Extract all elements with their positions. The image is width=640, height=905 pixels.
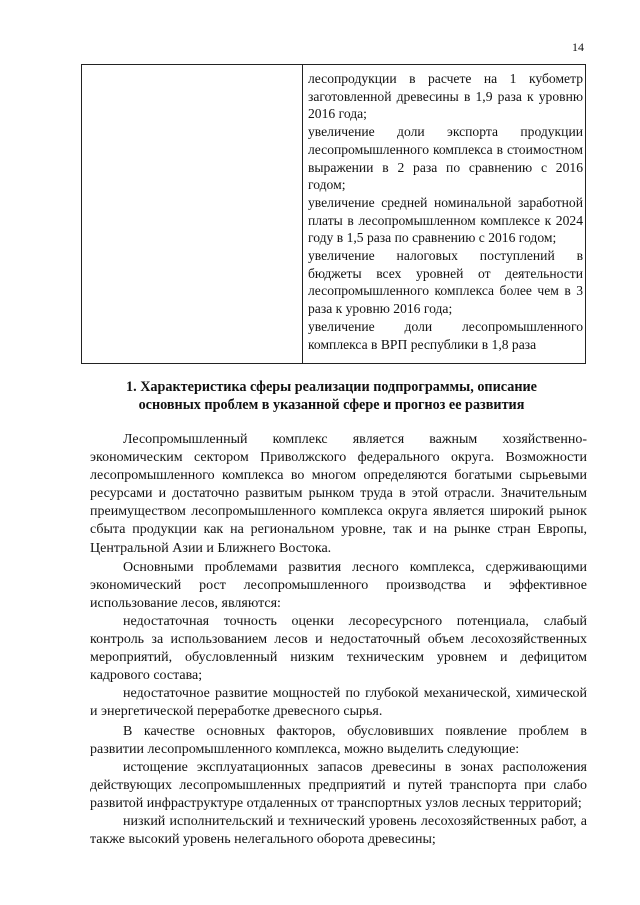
paragraph: низкий исполнительский и технический уровень лесохозяйственных работ, а также высокий уровень нелегального оборота древесины; xyxy=(90,813,587,848)
paragraph: истощение эксплуатационных запасов древесины в зонах расположения действующих лесопромышленных предприятий и путей транспорта при слабо развитой инфраструктуре отдаленных от транспортных узлов лесных территорий; xyxy=(90,759,587,811)
paragraph: недостаточная точность оценки лесоресурсного потенциала, слабый контроль за использованием лесов и недостаточный объем лесохозяйственных мероприятий, обусловленный низким техническим уровнем и дефицитом кадрового состава; xyxy=(90,613,587,684)
table-item: увеличение налоговых поступлений в бюджеты всех уровней от деятельности лесопромышленного комплекса более чем в 3 раза к уровню 2016 года; xyxy=(308,248,583,317)
paragraph: недостаточное развитие мощностей по глубокой механической, химической и энергетической переработке древесного сырья. xyxy=(90,686,587,720)
paragraph: Лесопромышленный комплекс является важным хозяйственно-экономическим сектором Приволжского федерального округа. Возможности лесопромышленного комплекса во многом определяются богатыми сырьевыми ресурсами и достаточно развитым рынком труда в этой отрасли. Значительным преимуществом лесопромышленного комплекса округа является широкий рынок сбыта продукции как на региональном уровне, так и на рынке стран Европы, Центральной Азии и Ближнего Востока. xyxy=(90,432,587,556)
table-item: увеличение доли экспорта продукции лесопромышленного комплекса в стоимостном выражении в 2 раза по сравнению с 2016 годом; xyxy=(308,124,583,193)
goals-table xyxy=(81,64,586,364)
table-item: увеличение средней номинальной заработной платы в лесопромышленном комплексе к 2024 году в 1,5 раза по сравнению с 2016 годом; xyxy=(308,194,583,246)
table-column-divider xyxy=(302,65,303,363)
table-item: лесопродукции в расчете на 1 кубометр заготовленной древесины в 1,9 раза к уровню 2016 года; xyxy=(308,71,583,122)
paragraph: В качестве основных факторов, обусловивших появление проблем в развитии лесопромышленного комплекса, можно выделить следующие: xyxy=(90,723,587,757)
table-right-cell xyxy=(308,70,583,353)
paragraph: Основными проблемами развития лесного комплекса, сдерживающими экономический рост лесопромышленного производства и эффективное использование лесов, являются: xyxy=(90,559,587,611)
table-item: увеличение доли лесопромышленного комплекса в ВРП республики в 1,8 раза xyxy=(308,318,583,352)
table-left-cell xyxy=(82,65,302,363)
section-body xyxy=(90,431,587,849)
page-number: 14 xyxy=(572,40,584,54)
section-heading: 1. Характеристика сферы реализации подпрограммы, описание основных проблем в указанной сфере и прогноз ее развития xyxy=(126,379,537,413)
